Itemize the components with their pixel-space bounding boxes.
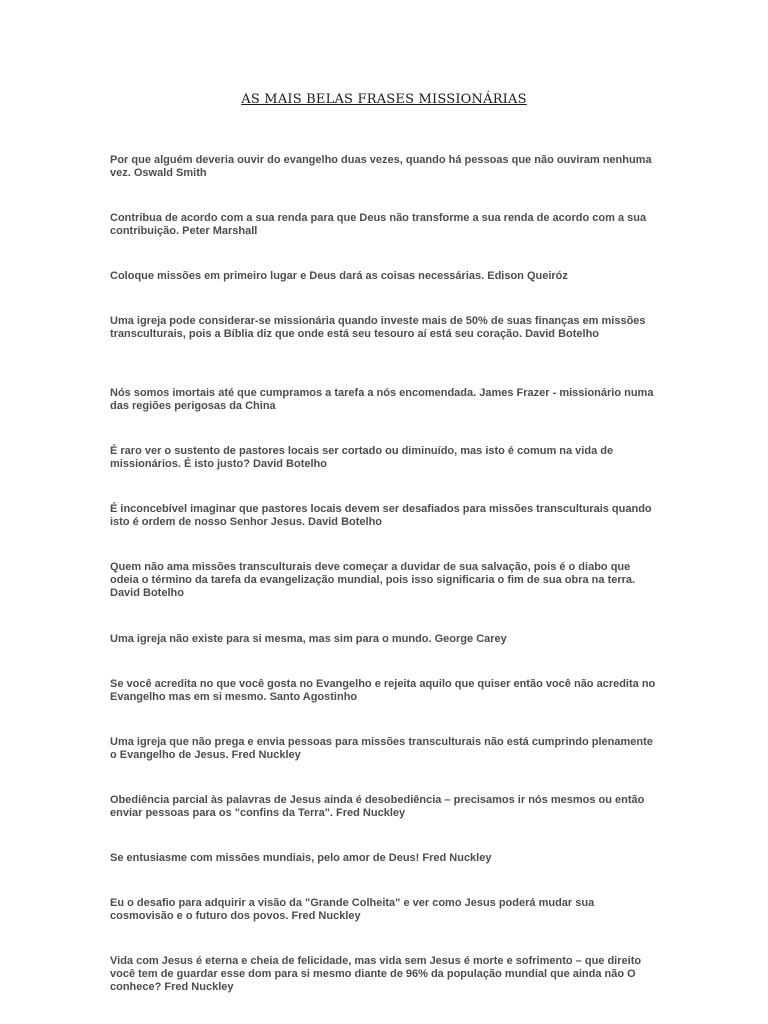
quote-george-carey: Uma igreja não existe para si mesma, mas sim para o mundo. George Carey bbox=[110, 633, 507, 645]
quote-botelho-salvacao: Quem não ama missões transculturais deve começar a duvidar de sua salvação, pois é o diabo que odeia o término da tarefa da evangelização mundial, pois isso significaria o fim de sua obra na terra. David Botelho bbox=[110, 561, 636, 599]
quote-nuckley-obediencia: Obediência parcial às palavras de Jesus ainda é desobediência – precisamos ir nós mesmos ou então enviar pessoas para os "confins da Terra". Fred Nuckley bbox=[110, 794, 645, 819]
quote-nuckley-entusiasme: Se entusiasme com missões mundiais, pelo amor de Deus! Fred Nuckley bbox=[110, 852, 492, 864]
document-title: AS MAIS BELAS FRASES MISSIONÁRIAS bbox=[241, 92, 527, 107]
quote-oswald-smith: Por que alguém deveria ouvir do evangelho duas vezes, quando há pessoas que não ouviram nenhuma vez. Oswald Smith bbox=[110, 154, 652, 179]
quote-james-frazer: Nós somos imortais até que cumpramos a tarefa a nós encomendada. James Frazer - missionário numa das regiões perigosas da China bbox=[110, 387, 654, 412]
quote-santo-agostinho: Se você acredita no que você gosta no Evangelho e rejeita aquilo que quiser então você não acredita no Evangelho mas em si mesmo. Santo Agostinho bbox=[110, 678, 656, 703]
quote-peter-marshall: Contribua de acordo com a sua renda para que Deus não transforme a sua renda de acordo com a sua contribuição. Peter Marshall bbox=[110, 212, 647, 237]
quote-nuckley-vida: Vida com Jesus é eterna e cheia de felicidade, mas vida sem Jesus é morte e sofrimento – que direito você tem de guardar esse dom para si mesmo diante de 96% da população mundial que ainda não O conhece? Fred Nuckley bbox=[110, 955, 642, 993]
quote-nuckley-igreja: Uma igreja que não prega e envia pessoas para missões transculturais não está cumprindo plenamente o Evangelho de Jesus. Fred Nuckley bbox=[110, 736, 653, 761]
quote-nuckley-colheita: Eu o desafio para adquirir a visão da "Grande Colheita" e ver como Jesus poderá mudar sua cosmovisão e o futuro dos povos. Fred Nuckley bbox=[110, 897, 595, 922]
quote-botelho-pastores: É inconcebível imaginar que pastores locais devem ser desafiados para missões transculturais quando isto é ordem de nosso Senhor Jesus. David Botelho bbox=[110, 503, 652, 528]
quote-botelho-sustento: É raro ver o sustento de pastores locais ser cortado ou diminuído, mas isto é comum na vida de missionários. É isto justo? David Botelho bbox=[110, 445, 614, 470]
quote-edison-queiroz: Coloque missões em primeiro lugar e Deus dará as coisas necessárias. Edison Queiróz bbox=[110, 270, 568, 282]
quote-botelho-financas: Uma igreja pode considerar-se missionária quando investe mais de 50% de suas finanças em missões transculturais, pois a Bíblia diz que onde está seu tesouro aí está seu coração. David Botelho bbox=[110, 315, 646, 340]
